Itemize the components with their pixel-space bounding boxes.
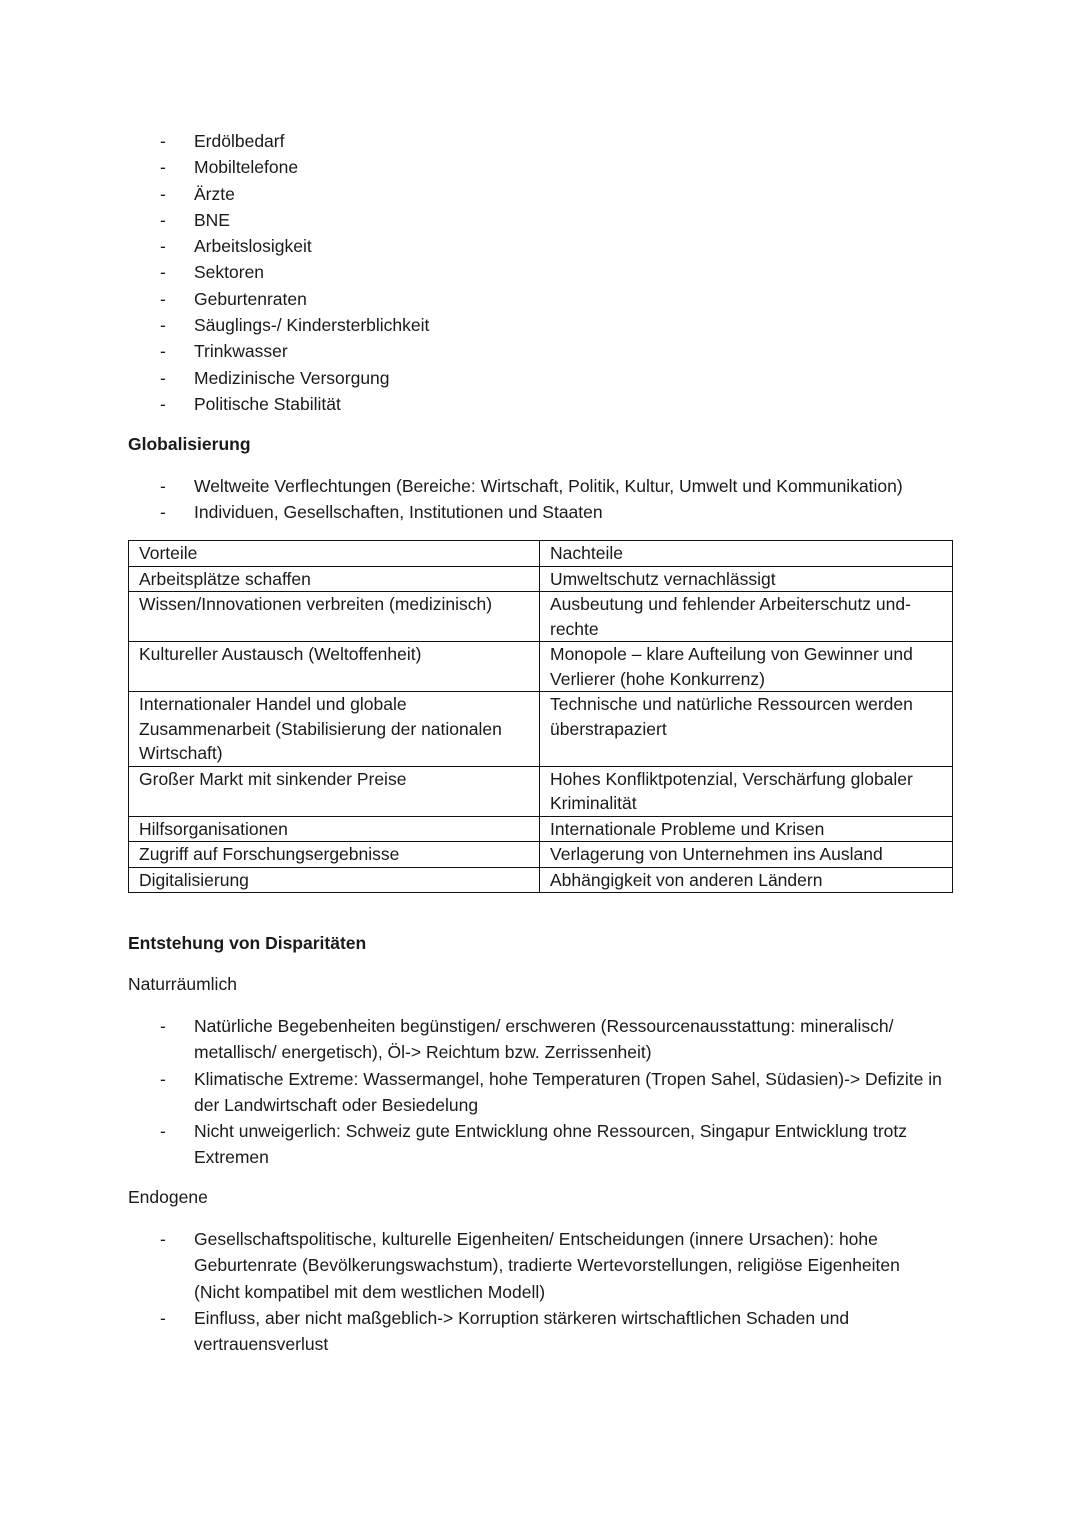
- naturraeumlich-subheading: Naturräumlich: [128, 974, 237, 994]
- list-item: - Mobiltelefone: [128, 154, 429, 180]
- list-item: - Erdölbedarf: [128, 128, 429, 154]
- vorteile-nachteile-table: [128, 540, 953, 893]
- list-item: - Einfluss, aber nicht maßgeblich-> Korruption stärkeren wirtschaftlichen Schaden und vertrauensverlust: [128, 1305, 948, 1358]
- table-row: [129, 766, 953, 816]
- list-item: - Weltweite Verflechtungen (Bereiche: Wirtschaft, Politik, Kultur, Umwelt und Kommunikation): [128, 473, 958, 499]
- list-item: - Politische Stabilität: [128, 391, 429, 417]
- table-row: [129, 592, 953, 642]
- table-cell: Digitalisierung: [129, 867, 540, 893]
- table-cell: Abhängigkeit von anderen Ländern: [540, 867, 953, 893]
- table-cell: Monopole – klare Aufteilung von Gewinner und Verlierer (hohe Konkurrenz): [540, 642, 953, 692]
- table-row: [129, 642, 953, 692]
- table-cell: Ausbeutung und fehlender Arbeiterschutz und-rechte: [540, 592, 953, 642]
- list-item: - Arbeitslosigkeit: [128, 233, 429, 259]
- list-item: - BNE: [128, 207, 429, 233]
- list-item: - Gesellschaftspolitische, kulturelle Eigenheiten/ Entscheidungen (innere Ursachen): hohe Geburtenrate (Bevölkerungswachstum), tradierte Wertevorstellungen, religiöse Eigenheiten (Nicht kompatibel mit dem westlichen Modell): [128, 1226, 948, 1305]
- table-cell: Hohes Konfliktpotenzial, Verschärfung globaler Kriminalität: [540, 766, 953, 816]
- indicator-list: [128, 128, 429, 417]
- table-cell: Umweltschutz vernachlässigt: [540, 566, 953, 592]
- table-cell: Hilfsorganisationen: [129, 816, 540, 842]
- table-cell: Technische und natürliche Ressourcen werden überstrapaziert: [540, 692, 953, 767]
- table-row: [129, 867, 953, 893]
- table-header-row: [129, 541, 953, 567]
- header-vorteile: Vorteile: [129, 541, 540, 567]
- table-cell: Internationaler Handel und globale Zusammenarbeit (Stabilisierung der nationalen Wirtschaft): [129, 692, 540, 767]
- list-item: - Klimatische Extreme: Wassermangel, hohe Temperaturen (Tropen Sahel, Südasien)-> Defizite in der Landwirtschaft oder Besiedelung: [128, 1066, 948, 1119]
- globalisierung-list: [128, 473, 958, 526]
- table-cell: Zugriff auf Forschungsergebnisse: [129, 842, 540, 868]
- list-item: - Medizinische Versorgung: [128, 365, 429, 391]
- list-item: - Geburtenraten: [128, 286, 429, 312]
- table-cell: Internationale Probleme und Krisen: [540, 816, 953, 842]
- list-item: - Ärzte: [128, 181, 429, 207]
- table-cell: Großer Markt mit sinkender Preise: [129, 766, 540, 816]
- table-cell: Kultureller Austausch (Weltoffenheit): [129, 642, 540, 692]
- endogene-subheading: Endogene: [128, 1187, 208, 1207]
- table-row: [129, 692, 953, 767]
- globalisierung-heading: Globalisierung: [128, 434, 251, 454]
- list-item: - Säuglings-/ Kindersterblichkeit: [128, 312, 429, 338]
- naturraeumlich-list: [128, 1013, 948, 1171]
- list-item: - Natürliche Begebenheiten begünstigen/ erschweren (Ressourcenausstattung: mineralisch/ metallisch/ energetisch), Öl-> Reichtum bzw. Zerrissenheit): [128, 1013, 948, 1066]
- table-row: [129, 816, 953, 842]
- table-row: [129, 566, 953, 592]
- list-item: - Individuen, Gesellschaften, Institutionen und Staaten: [128, 499, 958, 525]
- list-item: - Trinkwasser: [128, 338, 429, 364]
- endogene-list: [128, 1226, 948, 1357]
- disparitaeten-heading: Entstehung von Disparitäten: [128, 933, 367, 953]
- list-item: - Sektoren: [128, 259, 429, 285]
- header-nachteile: Nachteile: [540, 541, 953, 567]
- table-row: [129, 842, 953, 868]
- table-cell: Arbeitsplätze schaffen: [129, 566, 540, 592]
- table-cell: Verlagerung von Unternehmen ins Ausland: [540, 842, 953, 868]
- list-item: - Nicht unweigerlich: Schweiz gute Entwicklung ohne Ressourcen, Singapur Entwicklung trotz Extremen: [128, 1118, 948, 1171]
- table-cell: Wissen/Innovationen verbreiten (medizinisch): [129, 592, 540, 642]
